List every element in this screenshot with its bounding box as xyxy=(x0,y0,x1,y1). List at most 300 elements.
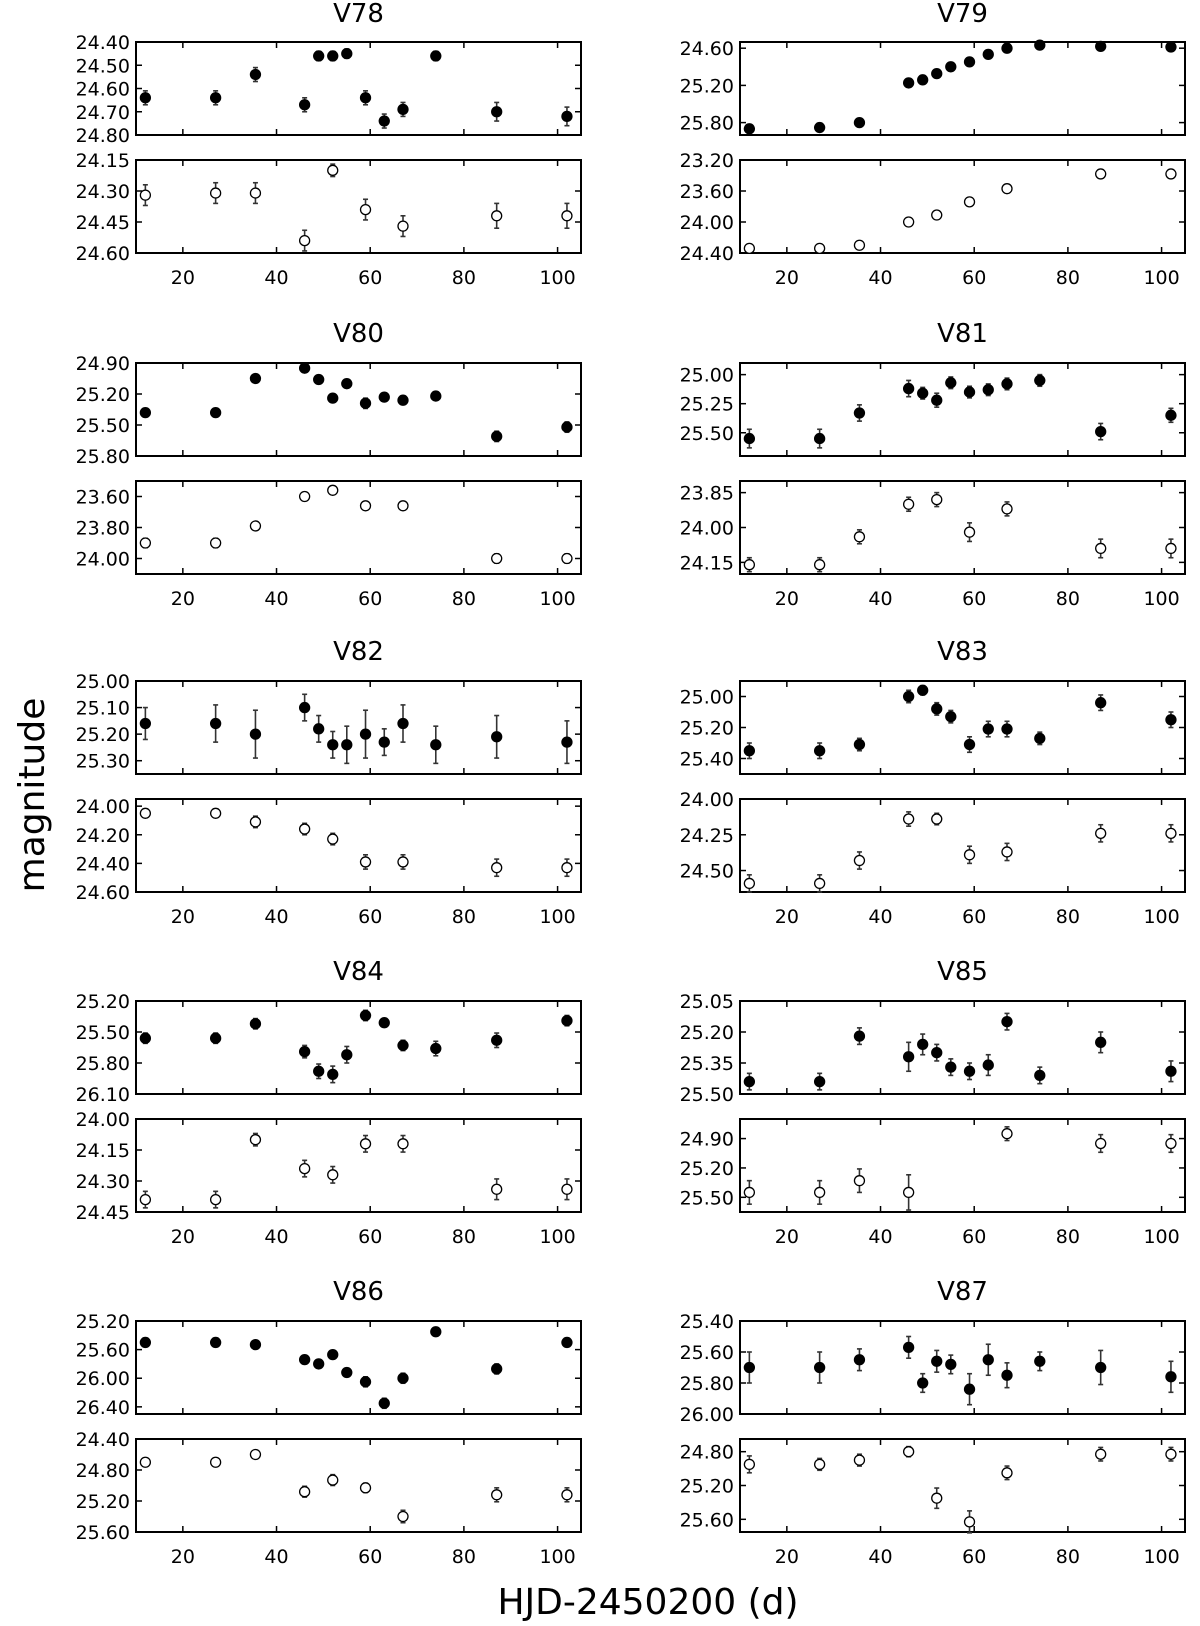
open-marker xyxy=(361,205,371,215)
data-point xyxy=(140,408,150,418)
filled-marker xyxy=(983,724,993,734)
filled-marker xyxy=(431,51,441,61)
filled-marker xyxy=(314,375,324,385)
data-point xyxy=(361,1483,371,1493)
data-point xyxy=(965,846,975,863)
x-tick-label: 100 xyxy=(1143,588,1180,610)
filled-marker xyxy=(398,719,408,729)
y-tick-label: 24.80 xyxy=(75,125,130,147)
plot-frame xyxy=(136,1439,581,1532)
x-tick-label: 20 xyxy=(170,267,195,289)
open-marker xyxy=(562,1490,572,1500)
x-tick-label: 60 xyxy=(962,906,987,928)
filled-marker xyxy=(361,729,371,739)
data-point xyxy=(492,1364,502,1374)
y-tick-label: 24.80 xyxy=(679,1441,734,1464)
filled-marker xyxy=(1166,1372,1176,1382)
filled-marker xyxy=(492,732,502,742)
data-point xyxy=(965,1063,975,1080)
data-point xyxy=(744,1456,754,1473)
data-point xyxy=(1166,539,1176,558)
data-point xyxy=(854,118,864,128)
data-point xyxy=(946,1355,956,1374)
filled-marker xyxy=(904,1052,914,1062)
open-marker xyxy=(140,190,150,200)
y-tick-label: 24.60 xyxy=(75,243,130,265)
open-marker xyxy=(361,1483,371,1493)
y-tick-label: 24.00 xyxy=(75,1109,130,1131)
filled-marker xyxy=(1166,42,1176,52)
data-point xyxy=(379,392,389,402)
data-point xyxy=(815,1073,825,1090)
open-marker xyxy=(328,165,338,175)
data-point xyxy=(431,391,441,401)
data-point xyxy=(328,51,338,61)
y-tick-label: 25.50 xyxy=(679,422,734,445)
data-point xyxy=(1166,408,1176,422)
filled-marker xyxy=(744,1077,754,1087)
open-marker xyxy=(854,1176,864,1186)
data-point xyxy=(140,1033,150,1043)
open-marker xyxy=(1002,184,1012,194)
data-point xyxy=(250,68,260,82)
open-marker xyxy=(815,1459,825,1469)
y-tick-label: 24.50 xyxy=(75,55,130,78)
data-point xyxy=(744,558,754,572)
open-marker xyxy=(398,221,408,231)
panel-open xyxy=(680,789,1185,928)
data-point xyxy=(300,363,310,373)
chart-title: V83 xyxy=(937,637,988,667)
y-tick-label: 25.35 xyxy=(679,1053,734,1075)
y-tick-label: 25.10 xyxy=(75,697,130,720)
filled-marker xyxy=(1035,1070,1045,1080)
data-point xyxy=(361,1136,371,1153)
data-point xyxy=(250,1019,260,1029)
y-tick-label: 24.40 xyxy=(75,853,130,876)
plot-frame xyxy=(136,1321,581,1414)
filled-marker xyxy=(211,1337,221,1347)
filled-marker xyxy=(1002,724,1012,734)
data-point xyxy=(211,808,221,818)
open-marker xyxy=(328,1170,338,1180)
data-point xyxy=(361,855,371,869)
open-marker xyxy=(211,188,221,198)
data-point xyxy=(300,230,310,251)
open-marker xyxy=(932,1493,942,1503)
filled-marker xyxy=(140,93,150,103)
data-point xyxy=(140,1191,150,1208)
open-marker xyxy=(250,188,260,198)
data-point xyxy=(328,731,338,758)
open-marker xyxy=(398,857,408,867)
y-tick-label: 25.60 xyxy=(679,1342,734,1364)
filled-marker xyxy=(1002,379,1012,389)
y-tick-label: 25.60 xyxy=(75,1339,130,1362)
data-point xyxy=(1096,825,1106,842)
data-point xyxy=(932,813,942,824)
data-point xyxy=(379,729,389,756)
light-curve-v86 xyxy=(76,1277,581,1568)
y-tick-label: 24.90 xyxy=(75,353,130,375)
open-marker xyxy=(744,1459,754,1469)
data-point xyxy=(744,875,754,892)
data-point xyxy=(398,1040,408,1050)
data-point xyxy=(965,197,975,207)
open-marker xyxy=(361,857,371,867)
open-marker xyxy=(140,1195,150,1205)
x-tick-label: 60 xyxy=(358,588,383,610)
open-marker xyxy=(815,560,825,570)
data-point xyxy=(1166,169,1176,179)
open-marker xyxy=(1096,169,1106,179)
x-tick-label: 20 xyxy=(170,1546,195,1568)
data-point xyxy=(932,1044,942,1061)
data-point xyxy=(815,1352,825,1383)
open-marker xyxy=(300,824,310,834)
filled-marker xyxy=(815,1363,825,1373)
plot-frame xyxy=(740,42,1185,135)
filled-marker xyxy=(211,408,221,418)
data-point xyxy=(211,538,221,548)
x-tick-label: 80 xyxy=(1055,588,1080,610)
filled-marker xyxy=(398,1373,408,1383)
data-point xyxy=(965,1374,975,1405)
data-point xyxy=(562,1337,572,1347)
open-marker xyxy=(965,1517,975,1527)
data-point xyxy=(562,1179,572,1200)
filled-marker xyxy=(300,1047,310,1057)
data-point xyxy=(1035,1067,1045,1084)
open-marker xyxy=(250,521,260,531)
y-tick-label: 25.20 xyxy=(75,384,130,406)
data-point xyxy=(250,1450,260,1460)
light-curve-v84 xyxy=(76,957,581,1248)
filled-marker xyxy=(342,1368,352,1378)
data-point xyxy=(1166,825,1176,842)
y-tick-label: 25.20 xyxy=(75,991,130,1013)
panel-filled xyxy=(680,363,1185,456)
y-tick-label: 25.30 xyxy=(75,750,130,773)
data-point xyxy=(492,431,502,441)
chart-title: V84 xyxy=(333,957,384,987)
data-point xyxy=(946,1059,956,1076)
filled-marker xyxy=(314,724,324,734)
chart-title: V82 xyxy=(333,637,384,667)
data-point xyxy=(1096,1032,1106,1053)
filled-marker xyxy=(361,93,371,103)
filled-marker xyxy=(300,363,310,373)
data-point xyxy=(211,705,221,742)
data-point xyxy=(904,1337,914,1359)
open-marker xyxy=(854,240,864,250)
plot-frame xyxy=(136,481,581,574)
open-marker xyxy=(300,1487,310,1497)
panel-open xyxy=(680,481,1185,610)
x-tick-label: 20 xyxy=(170,588,195,610)
panel-open xyxy=(76,796,581,928)
data-point xyxy=(250,1340,260,1350)
data-point xyxy=(250,1133,260,1145)
filled-marker xyxy=(140,1033,150,1043)
filled-marker xyxy=(918,388,928,398)
filled-marker xyxy=(904,78,914,88)
open-marker xyxy=(904,499,914,509)
filled-marker xyxy=(946,712,956,722)
data-point xyxy=(328,1475,338,1486)
filled-marker xyxy=(932,395,942,405)
data-point xyxy=(562,1488,572,1502)
data-point xyxy=(328,393,338,403)
data-point xyxy=(918,685,928,695)
filled-marker xyxy=(1096,427,1106,437)
plot-frame xyxy=(740,363,1185,456)
data-point xyxy=(562,554,572,564)
open-marker xyxy=(815,1187,825,1197)
open-marker xyxy=(1166,1138,1176,1148)
data-point xyxy=(211,1191,221,1208)
data-point xyxy=(492,554,502,564)
filled-marker xyxy=(250,1340,260,1350)
filled-marker xyxy=(562,1016,572,1026)
data-point xyxy=(211,1337,221,1347)
filled-marker xyxy=(904,384,914,394)
data-point xyxy=(250,521,260,531)
filled-marker xyxy=(965,387,975,397)
data-point xyxy=(328,485,338,495)
data-point xyxy=(815,429,825,448)
data-point xyxy=(904,217,914,227)
filled-marker xyxy=(314,51,324,61)
y-tick-label: 26.00 xyxy=(679,1404,734,1426)
filled-marker xyxy=(983,1060,993,1070)
data-point xyxy=(1096,539,1106,558)
data-point xyxy=(314,716,324,743)
y-tick-label: 25.00 xyxy=(679,364,734,387)
data-point xyxy=(744,1352,754,1383)
y-tick-label: 25.20 xyxy=(75,724,130,747)
data-point xyxy=(744,1181,754,1204)
x-tick-label: 80 xyxy=(451,588,476,610)
filled-marker xyxy=(431,1044,441,1054)
data-point xyxy=(815,875,825,892)
data-point xyxy=(904,1042,914,1071)
x-tick-label: 40 xyxy=(868,1226,893,1248)
open-marker xyxy=(932,814,942,824)
data-point xyxy=(300,1160,310,1177)
y-tick-label: 24.30 xyxy=(75,181,130,203)
x-tick-label: 60 xyxy=(962,588,987,610)
data-point xyxy=(904,1447,914,1457)
x-tick-label: 20 xyxy=(774,906,799,928)
data-point xyxy=(300,492,310,502)
filled-marker xyxy=(250,374,260,384)
data-point xyxy=(328,1167,338,1184)
x-tick-label: 60 xyxy=(358,267,383,289)
data-point xyxy=(918,1034,928,1055)
y-tick-label: 25.80 xyxy=(679,112,734,135)
filled-marker xyxy=(904,692,914,702)
data-point xyxy=(854,1454,864,1466)
plot-frame xyxy=(136,799,581,892)
panel-filled xyxy=(76,671,581,774)
x-tick-label: 60 xyxy=(962,1226,987,1248)
data-point xyxy=(904,812,914,826)
y-tick-label: 25.00 xyxy=(75,671,130,693)
data-point xyxy=(983,49,993,59)
y-tick-label: 25.50 xyxy=(679,1084,734,1106)
data-point xyxy=(1002,1363,1012,1388)
data-point xyxy=(250,816,260,827)
open-marker xyxy=(562,1184,572,1194)
filled-marker xyxy=(140,719,150,729)
x-tick-label: 80 xyxy=(1055,1546,1080,1568)
filled-marker xyxy=(918,1378,928,1388)
filled-marker xyxy=(946,378,956,388)
y-tick-label: 23.60 xyxy=(679,181,734,203)
filled-marker xyxy=(1166,715,1176,725)
x-tick-label: 60 xyxy=(358,906,383,928)
x-tick-label: 60 xyxy=(358,1226,383,1248)
plot-frame xyxy=(740,160,1185,253)
filled-marker xyxy=(300,703,310,713)
data-point xyxy=(815,123,825,133)
data-point xyxy=(1002,184,1012,194)
data-point xyxy=(140,91,150,105)
data-point xyxy=(854,738,864,750)
data-point xyxy=(361,710,371,758)
data-point xyxy=(854,1349,864,1371)
filled-marker xyxy=(1002,43,1012,53)
data-point xyxy=(1096,1350,1106,1384)
data-point xyxy=(398,855,408,869)
x-tick-label: 80 xyxy=(1055,1226,1080,1248)
filled-marker xyxy=(1096,41,1106,51)
data-point xyxy=(1035,40,1045,50)
data-point xyxy=(1166,42,1176,52)
data-point xyxy=(744,743,754,759)
data-point xyxy=(1096,1135,1106,1153)
data-point xyxy=(361,1010,371,1020)
figure-ylabel: magnitude xyxy=(12,697,53,893)
filled-marker xyxy=(379,1018,389,1028)
x-tick-label: 60 xyxy=(962,1546,987,1568)
y-tick-label: 25.05 xyxy=(679,991,734,1013)
filled-marker xyxy=(314,1066,324,1076)
x-tick-label: 100 xyxy=(1143,906,1180,928)
filled-marker xyxy=(815,1077,825,1087)
open-marker xyxy=(562,863,572,873)
data-point xyxy=(211,91,221,105)
data-point xyxy=(314,51,324,61)
filled-marker xyxy=(983,49,993,59)
data-point xyxy=(918,75,928,85)
open-marker xyxy=(492,211,502,221)
filled-marker xyxy=(965,1384,975,1394)
y-tick-label: 24.45 xyxy=(75,212,130,234)
y-tick-label: 24.60 xyxy=(75,882,130,904)
filled-marker xyxy=(1166,1066,1176,1076)
y-tick-label: 25.50 xyxy=(75,1022,130,1044)
open-marker xyxy=(1096,543,1106,553)
data-point xyxy=(361,398,371,408)
light-curve-v85 xyxy=(680,957,1185,1248)
y-tick-label: 24.70 xyxy=(75,101,130,124)
open-marker xyxy=(250,1135,260,1145)
filled-marker xyxy=(361,1377,371,1387)
filled-marker xyxy=(562,422,572,432)
open-marker xyxy=(1096,1138,1106,1148)
filled-marker xyxy=(398,395,408,405)
open-marker xyxy=(904,1447,914,1457)
filled-marker xyxy=(342,1050,352,1060)
open-marker xyxy=(932,210,942,220)
x-tick-label: 20 xyxy=(774,267,799,289)
data-point xyxy=(342,1046,352,1063)
y-tick-label: 24.00 xyxy=(75,796,130,819)
filled-marker xyxy=(342,49,352,59)
data-point xyxy=(342,726,352,763)
y-tick-label: 23.85 xyxy=(679,482,734,505)
data-point xyxy=(854,240,864,250)
y-tick-label: 25.20 xyxy=(75,1491,130,1513)
filled-marker xyxy=(562,737,572,747)
filled-marker xyxy=(815,746,825,756)
panel-open xyxy=(680,150,1185,289)
data-point xyxy=(1166,1135,1176,1153)
y-tick-label: 25.25 xyxy=(679,393,734,416)
data-point xyxy=(744,124,754,134)
data-point xyxy=(932,1488,942,1508)
panel-filled xyxy=(680,1311,1185,1426)
data-point xyxy=(211,183,221,204)
filled-marker xyxy=(328,393,338,403)
open-marker xyxy=(965,527,975,537)
data-point xyxy=(965,1511,975,1533)
filled-marker xyxy=(211,1033,221,1043)
filled-marker xyxy=(932,1356,942,1366)
data-point xyxy=(342,1368,352,1378)
plot-frame xyxy=(136,363,581,456)
x-tick-label: 40 xyxy=(868,906,893,928)
filled-marker xyxy=(328,1350,338,1360)
open-marker xyxy=(744,560,754,570)
data-point xyxy=(1002,1013,1012,1030)
filled-marker xyxy=(379,737,389,747)
data-point xyxy=(744,243,754,253)
x-tick-label: 40 xyxy=(868,1546,893,1568)
filled-marker xyxy=(342,379,352,389)
chart-title: V86 xyxy=(333,1277,384,1307)
filled-marker xyxy=(946,62,956,72)
data-point xyxy=(946,710,956,722)
y-tick-label: 26.10 xyxy=(75,1084,130,1106)
data-point xyxy=(398,705,408,742)
filled-marker xyxy=(431,1327,441,1337)
filled-marker xyxy=(140,1337,150,1347)
data-point xyxy=(854,405,864,421)
filled-marker xyxy=(562,111,572,121)
data-point xyxy=(250,183,260,204)
y-tick-label: 26.40 xyxy=(75,1396,130,1419)
y-tick-label: 25.20 xyxy=(679,75,734,98)
data-point xyxy=(379,1018,389,1028)
filled-marker xyxy=(815,123,825,133)
y-tick-label: 25.20 xyxy=(75,1311,130,1333)
data-point xyxy=(815,743,825,759)
y-tick-label: 24.20 xyxy=(75,824,130,847)
data-point xyxy=(983,1344,993,1375)
